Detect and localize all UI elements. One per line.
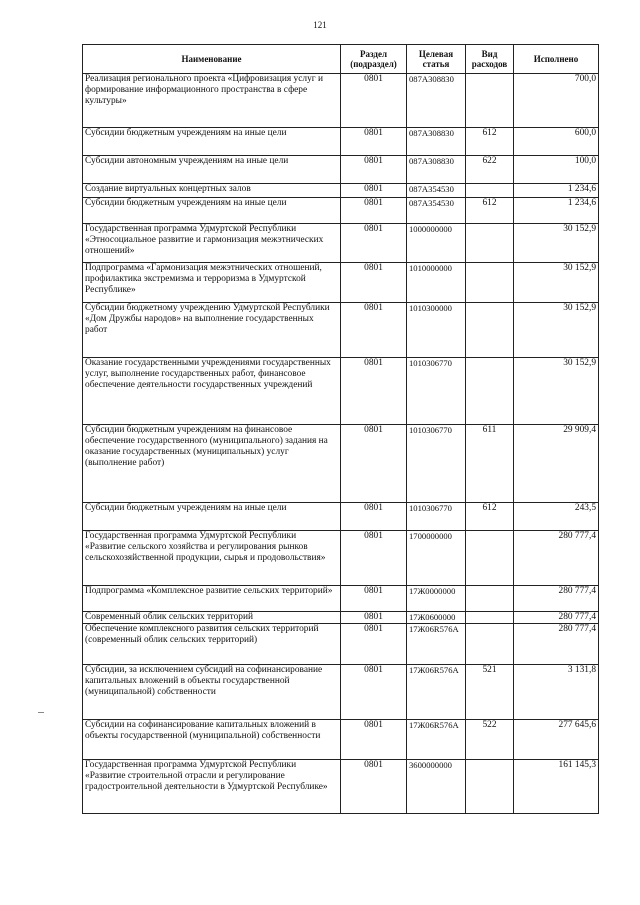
- cell-name: Субсидии бюджетным учреждениям на иные цели: [83, 128, 341, 156]
- cell-executed: 30 152,9: [514, 224, 599, 263]
- cell-target-article: 3600000000: [407, 760, 466, 814]
- cell-executed: 29 909,4: [514, 425, 599, 503]
- cell-executed: 30 152,9: [514, 303, 599, 358]
- cell-section: 0801: [341, 720, 407, 760]
- cell-target-article: 1010306770: [407, 358, 466, 425]
- cell-name: Субсидии бюджетному учреждению Удмуртской Республики «Дом Дружбы народов» на выполнение государственных работ: [83, 303, 341, 358]
- cell-section: 0801: [341, 156, 407, 184]
- table-row: [83, 198, 599, 224]
- cell-name: Оказание государственными учреждениями государственных услуг, выполнение государственных работ, финансовое обеспечение деятельности государственных учреждений: [83, 358, 341, 425]
- cell-target-article: 1000000000: [407, 224, 466, 263]
- cell-target-article: 087A354530: [407, 184, 466, 198]
- header-section: Раздел (подраздел): [341, 45, 407, 74]
- cell-section: 0801: [341, 665, 407, 720]
- margin-mark: [38, 712, 44, 713]
- cell-target-article: 17Ж06R576A: [407, 720, 466, 760]
- cell-expense-type: [466, 74, 514, 128]
- cell-target-article: 1010000000: [407, 263, 466, 303]
- cell-name: Государственная программа Удмуртской Республики «Развитие сельского хозяйства и регулирования рынков сельскохозяйственной продукции, сырья и продовольствия»: [83, 531, 341, 586]
- table-row: [83, 720, 599, 760]
- table-row: [83, 184, 599, 198]
- cell-section: 0801: [341, 586, 407, 612]
- cell-name: Подпрограмма «Гармонизация межэтнических отношений, профилактика экстремизма и терроризма в Удмуртской Республике»: [83, 263, 341, 303]
- header-expense-type: Вид расходов: [466, 45, 514, 74]
- page-number: 121: [313, 20, 327, 30]
- cell-name: Государственная программа Удмуртской Республики «Развитие строительной отрасли и регулирование градостроительной деятельности в Удмуртской Республике»: [83, 760, 341, 814]
- cell-section: 0801: [341, 503, 407, 531]
- cell-executed: 243,5: [514, 503, 599, 531]
- cell-expense-type: [466, 624, 514, 665]
- table-body: [83, 74, 599, 814]
- cell-name: Субсидии бюджетным учреждениям на иные цели: [83, 503, 341, 531]
- cell-name: Субсидии на софинансирование капитальных вложений в объекты государственной (муниципальной) собственности: [83, 720, 341, 760]
- cell-section: 0801: [341, 425, 407, 503]
- table-row: [83, 586, 599, 612]
- cell-executed: 1 234,6: [514, 198, 599, 224]
- cell-section: 0801: [341, 128, 407, 156]
- cell-executed: 30 152,9: [514, 263, 599, 303]
- cell-name: Государственная программа Удмуртской Республики «Этносоциальное развитие и гармонизация межэтнических отношений»: [83, 224, 341, 263]
- budget-table: [82, 44, 599, 814]
- cell-expense-type: 622: [466, 156, 514, 184]
- cell-section: 0801: [341, 531, 407, 586]
- table-header-row: [83, 45, 599, 74]
- cell-section: 0801: [341, 612, 407, 624]
- table-row: [83, 760, 599, 814]
- cell-expense-type: [466, 224, 514, 263]
- cell-target-article: 087A308830: [407, 74, 466, 128]
- cell-expense-type: [466, 358, 514, 425]
- cell-executed: 600,0: [514, 128, 599, 156]
- cell-expense-type: 612: [466, 128, 514, 156]
- cell-executed: 280 777,4: [514, 612, 599, 624]
- table-row: [83, 531, 599, 586]
- cell-target-article: 087A354530: [407, 198, 466, 224]
- cell-target-article: 17Ж06R576A: [407, 665, 466, 720]
- cell-executed: 280 777,4: [514, 586, 599, 612]
- cell-target-article: 1010306770: [407, 503, 466, 531]
- cell-section: 0801: [341, 224, 407, 263]
- cell-name: Субсидии бюджетным учреждениям на финансовое обеспечение государственного (муниципального) задания на оказание государственных (муниципальных) услуг (выполнение работ): [83, 425, 341, 503]
- cell-executed: 30 152,9: [514, 358, 599, 425]
- cell-expense-type: 521: [466, 665, 514, 720]
- cell-executed: 100,0: [514, 156, 599, 184]
- cell-expense-type: 612: [466, 503, 514, 531]
- cell-expense-type: 611: [466, 425, 514, 503]
- cell-expense-type: [466, 612, 514, 624]
- cell-executed: 280 777,4: [514, 531, 599, 586]
- table-row: [83, 74, 599, 128]
- table-row: [83, 358, 599, 425]
- cell-name: Подпрограмма «Комплексное развитие сельских территорий»: [83, 586, 341, 612]
- cell-name: Реализация регионального проекта «Цифровизация услуг и формирование информационного пространства в сфере культуры»: [83, 74, 341, 128]
- cell-expense-type: [466, 263, 514, 303]
- table-row: [83, 224, 599, 263]
- cell-name: Субсидии автономным учреждениям на иные цели: [83, 156, 341, 184]
- cell-executed: 277 645,6: [514, 720, 599, 760]
- cell-expense-type: [466, 303, 514, 358]
- table-row: [83, 425, 599, 503]
- cell-target-article: 17Ж0600000: [407, 612, 466, 624]
- header-executed: Исполнено: [514, 45, 599, 74]
- cell-target-article: 1700000000: [407, 531, 466, 586]
- table-row: [83, 612, 599, 624]
- cell-section: 0801: [341, 760, 407, 814]
- table-row: [83, 665, 599, 720]
- cell-executed: 161 145,3: [514, 760, 599, 814]
- cell-target-article: 087A308830: [407, 128, 466, 156]
- cell-name: Современный облик сельских территорий: [83, 612, 341, 624]
- cell-section: 0801: [341, 184, 407, 198]
- cell-target-article: 1010300000: [407, 303, 466, 358]
- table-row: [83, 128, 599, 156]
- cell-executed: 280 777,4: [514, 624, 599, 665]
- cell-expense-type: [466, 531, 514, 586]
- cell-target-article: 17Ж0000000: [407, 586, 466, 612]
- cell-executed: 3 131,8: [514, 665, 599, 720]
- table-row: [83, 263, 599, 303]
- cell-target-article: 087A308830: [407, 156, 466, 184]
- table-row: [83, 503, 599, 531]
- cell-executed: 700,0: [514, 74, 599, 128]
- cell-name: Обеспечение комплексного развития сельских территорий (современный облик сельских территорий): [83, 624, 341, 665]
- cell-section: 0801: [341, 358, 407, 425]
- cell-name: Субсидии бюджетным учреждениям на иные цели: [83, 198, 341, 224]
- header-target-article: Целевая статья: [407, 45, 466, 74]
- cell-expense-type: 612: [466, 198, 514, 224]
- cell-target-article: 17Ж06R576A: [407, 624, 466, 665]
- cell-name: Создание виртуальных концертных залов: [83, 184, 341, 198]
- cell-section: 0801: [341, 624, 407, 665]
- cell-section: 0801: [341, 198, 407, 224]
- cell-expense-type: [466, 760, 514, 814]
- table-row: [83, 156, 599, 184]
- header-name: Наименование: [83, 45, 341, 74]
- table-row: [83, 303, 599, 358]
- cell-name: Субсидии, за исключением субсидий на софинансирование капитальных вложений в объекты государственной (муниципальной) собственности: [83, 665, 341, 720]
- cell-section: 0801: [341, 263, 407, 303]
- cell-expense-type: [466, 184, 514, 198]
- cell-expense-type: 522: [466, 720, 514, 760]
- cell-target-article: 1010306770: [407, 425, 466, 503]
- table-row: [83, 624, 599, 665]
- cell-expense-type: [466, 586, 514, 612]
- cell-section: 0801: [341, 74, 407, 128]
- cell-executed: 1 234,6: [514, 184, 599, 198]
- cell-section: 0801: [341, 303, 407, 358]
